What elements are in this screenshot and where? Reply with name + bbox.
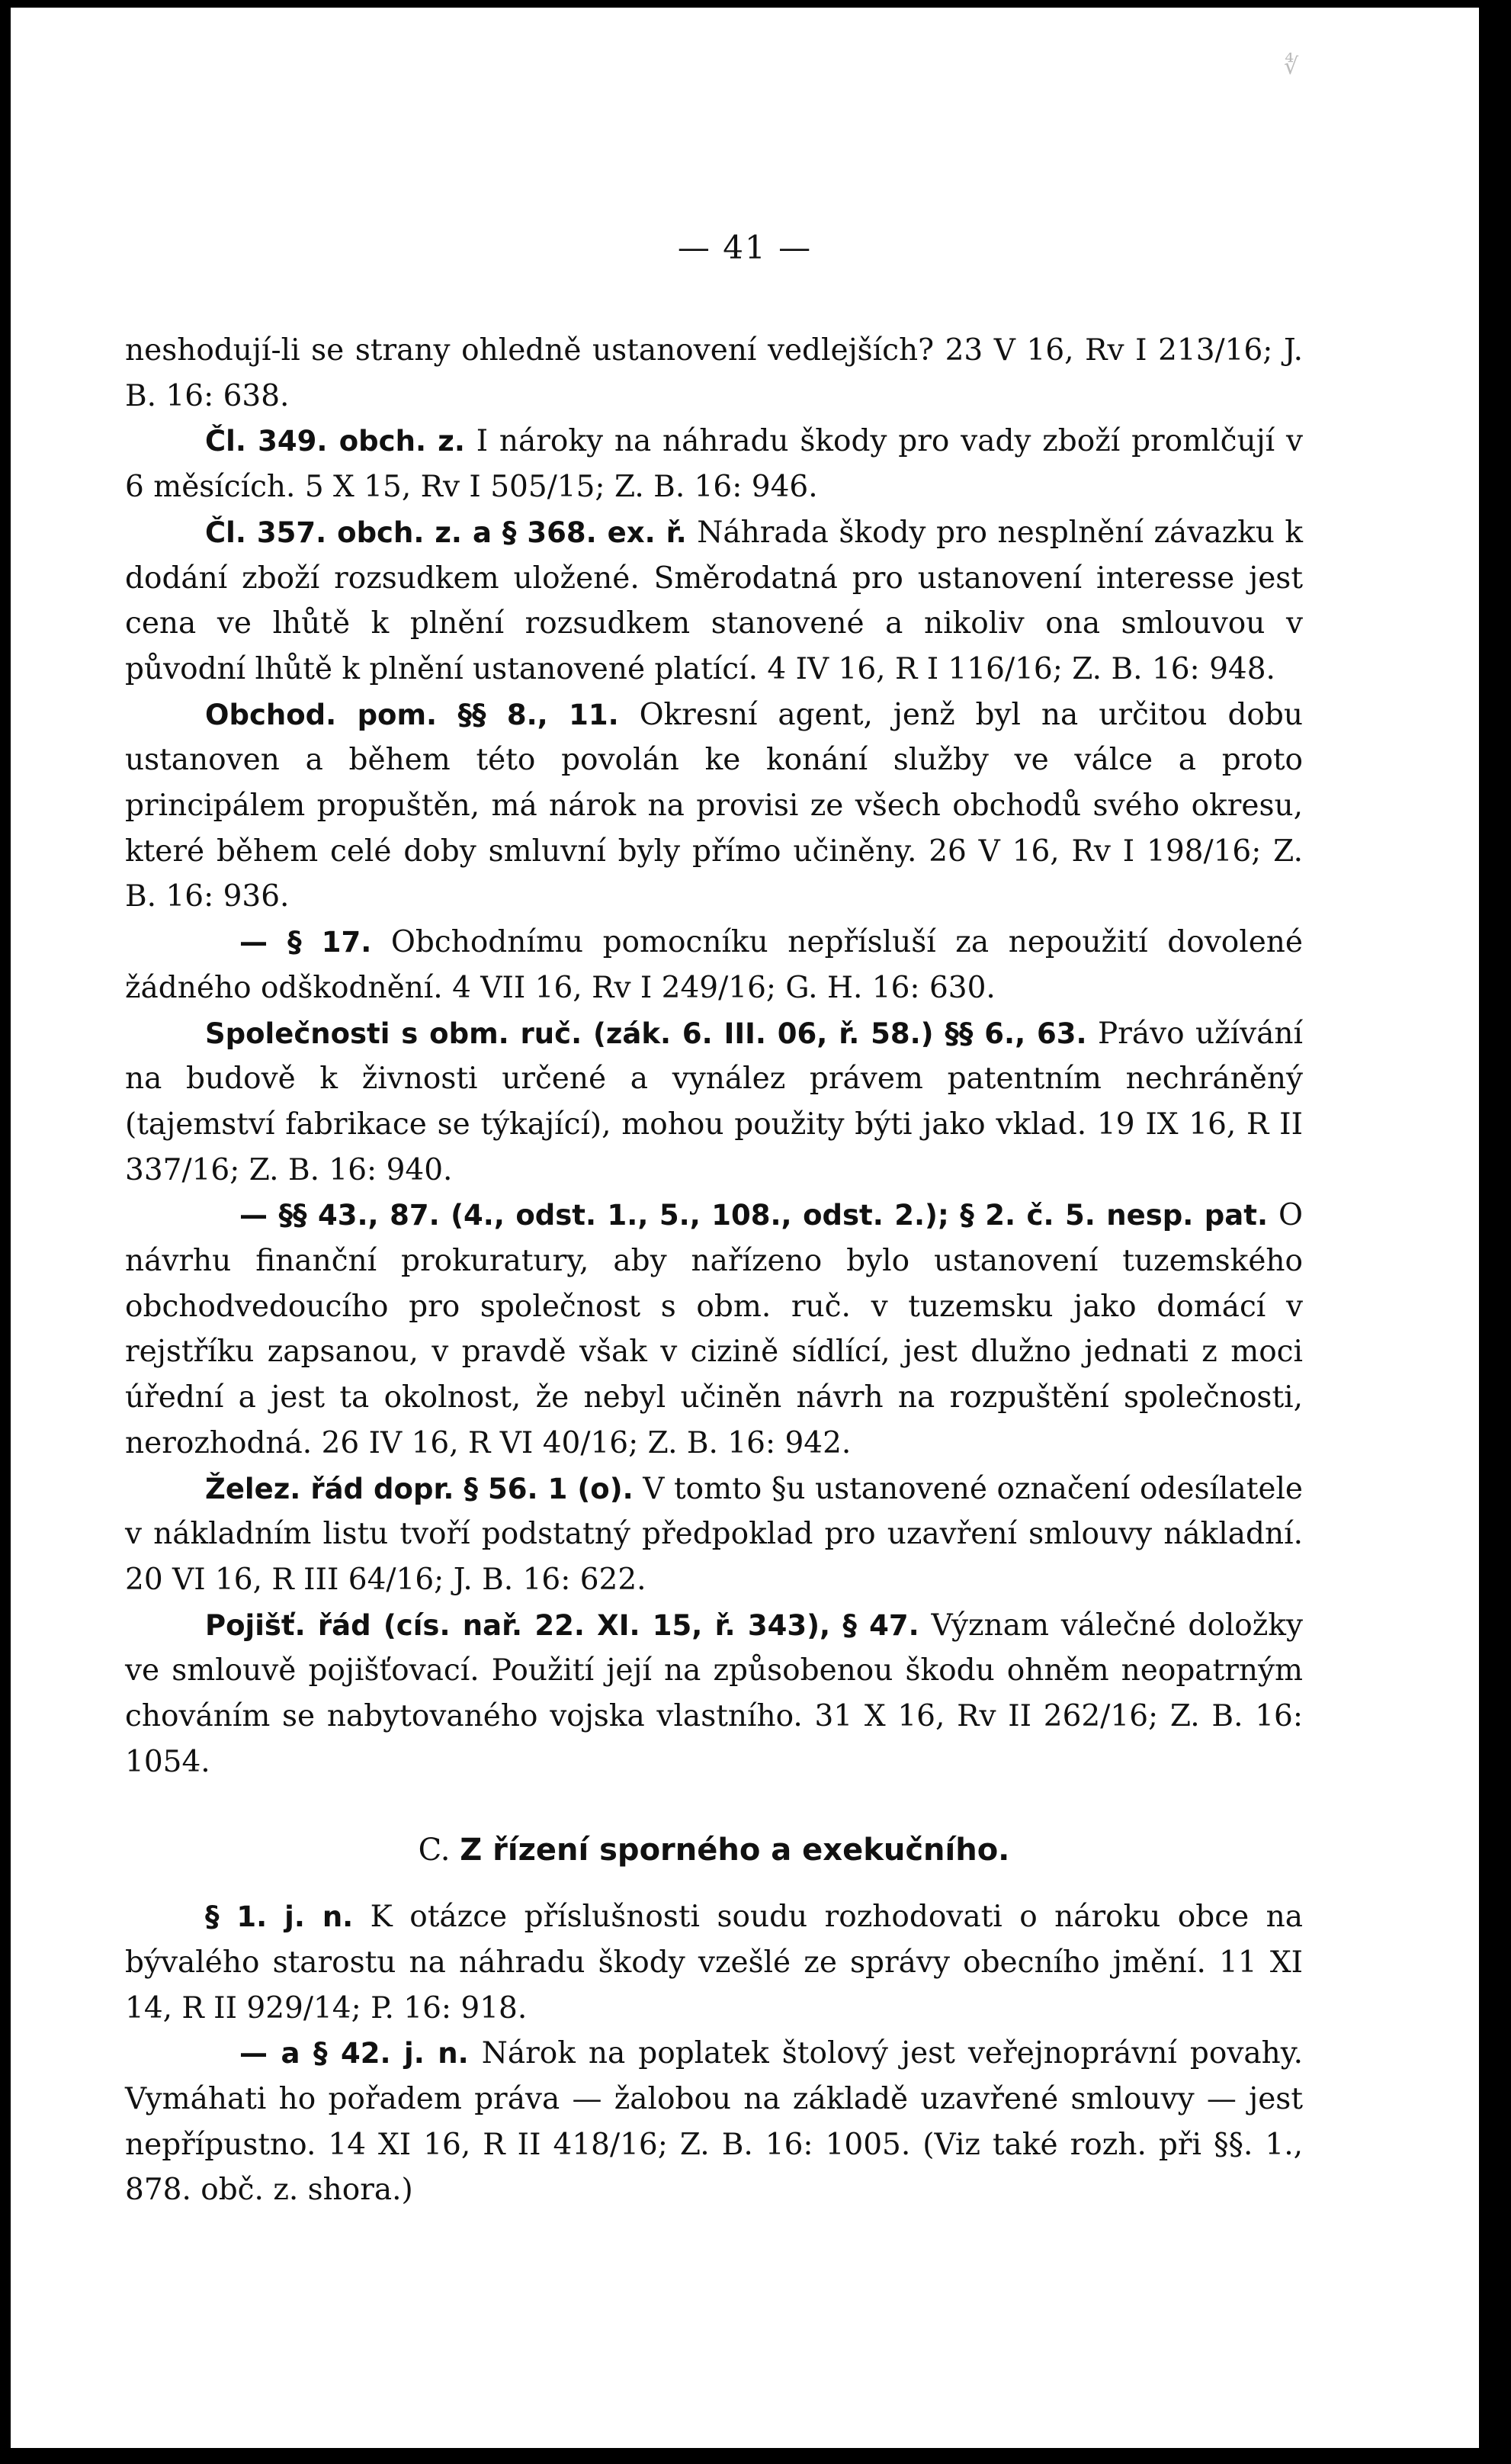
paragraph [125,1193,1303,1466]
paragraph-text: Nárok na poplatek štolový jest veřejnoprávní povahy. Vymáhati ho pořadem práva — žalobou na základě uzavřené smlouvy — jest nepřípustno. 14 XI 16, R II 418/16; Z. B. 16: 1005. (Viz také rozh. při §§. 1., 878. obč. z. shora.) [125,2036,1303,2208]
statute-reference: Čl. 357. obch. z. a § 368. ex. ř. [205,516,687,549]
paragraph [125,692,1303,920]
statute-reference: Čl. 349. obch. z. [205,425,465,458]
page-body [125,328,1303,2213]
statute-reference: Obchod. pom. §§ 8., 11. [205,698,619,731]
section-heading [125,1828,1303,1874]
page-number: — 41 — [677,229,813,266]
statute-reference: Společnosti s obm. ruč. (zák. 6. III. 06, ř. 58.) §§ 6., 63. [205,1017,1087,1050]
paragraph [125,1467,1303,1603]
statute-reference: Želez. řád dopr. § 56. 1 (o). [205,1472,634,1505]
section-letter: C. [418,1832,451,1868]
statute-reference: — a § 42. j. n. [239,2037,469,2070]
paragraph-text: Náhrada škody pro nesplnění závazku k dodání zboží rozsudkem uložené. Směrodatná pro ustanovení interesse jest cena ve lhůtě k plnění rozsudkem stanovené a nikoliv ona smlouvou v původní lhůtě k plnění ustanovené platící. 4 IV 16, R I 116/16; Z. B. 16: 948. [125,515,1303,686]
paragraph-text: K otázce příslušnosti soudu rozhodovati o nároku obce na bývalého starostu na náhradu škody vzešlé ze správy obecního jmění. 11 XI 14, R II 929/14; P. 16: 918. [125,1900,1303,2025]
paragraph-text: O návrhu finanční prokuratury, aby nařízeno bylo ustanovení tuzemského obchodvedoucího pro společnost s obm. ruč. v tuzemsku jako domácí v rejstříku zapsanou, v pravdě však v cizině sídlící, jest dlužno jednati z moci úřední a jest ta okolnost, že nebyl učiněn návrh na rozpuštění společnosti, nerozhodná. 26 IV 16, R VI 40/16; Z. B. 16: 942. [125,1198,1303,1460]
statute-reference: § 1. j. n. [205,1900,354,1934]
paragraph-text: neshodují-li se strany ohledně ustanovení vedlejších? 23 V 16, Rv I 213/16; J. B. 16: 638. [125,333,1303,413]
paragraph-text: V tomto §u ustanovené označení odesílatele v nákladním listu tvoří podstatný předpoklad pro uzavření smlouvy nákladní. 20 VI 16, R III 64/16; J. B. 16: 622. [125,1471,1303,1597]
paragraph [125,328,1303,419]
paragraph-text: Okresní agent, jenž byl na určitou dobu ustanoven a během této povolán ke konání služby ve válce a proto principálem propuštěn, má nárok na provisi ze všech obchodů svého okresu, které během celé doby smluvní byly přímo učiněny. 26 V 16, Rv I 198/16; Z. B. 16: 936. [125,697,1303,914]
statute-reference: — § 17. [239,926,372,959]
document-page [11,8,1479,2448]
paragraph [125,1011,1303,1193]
paragraph [125,419,1303,509]
corner-mark: ∜ [1284,53,1299,80]
paragraph [125,2031,1303,2213]
paragraph-text: Obchodnímu pomocníku nepřísluší za nepoužití dovolené žádného odškodnění. 4 VII 16, Rv I 249/16; G. H. 16: 630. [125,925,1303,1005]
statute-reference: — §§ 43., 87. (4., odst. 1., 5., 108., odst. 2.); § 2. č. 5. nesp. pat. [239,1199,1268,1232]
paragraph-text: Význam válečné doložky ve smlouvě pojišťovací. Použití její na způsobenou škodu ohněm neopatrným chováním se nabytovaného vojska vlastního. 31 X 16, Rv II 262/16; Z. B. 16: 1054. [125,1608,1303,1779]
paragraph-text: Právo užívání na budově k živnosti určené a vynález právem patentním nechráněný (tajemství fabrikace se týkající), mohou použity býti jako vklad. 19 IX 16, R II 337/16; Z. B. 16: 940. [125,1016,1304,1187]
section-title: Z řízení sporného a exekučního. [460,1832,1010,1868]
paragraph [125,510,1303,692]
paragraph-text: I nároky na náhradu škody pro vady zboží promlčují v 6 měsících. 5 X 15, Rv I 505/15; Z. B. 16: 946. [125,424,1303,505]
paragraph [125,1894,1303,2031]
statute-reference: Pojišť. řád (cís. nař. 22. XI. 15, ř. 343), § 47. [205,1608,919,1642]
paragraph [125,920,1303,1010]
paragraph [125,1603,1303,1785]
